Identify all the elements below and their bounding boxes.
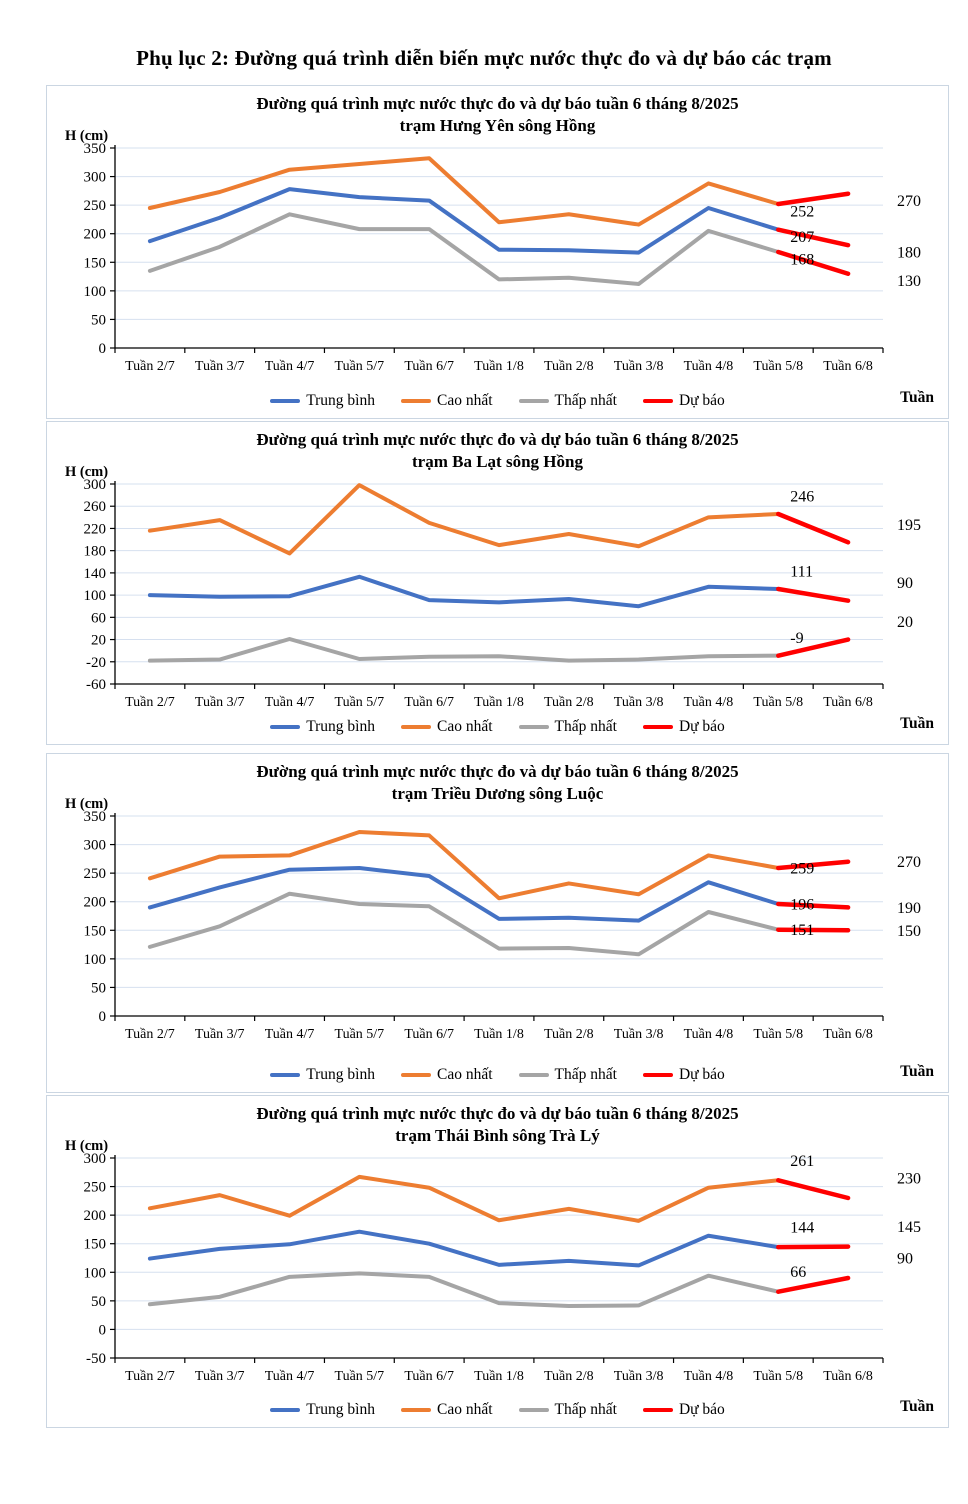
forecast-line [778, 640, 848, 656]
legend-marker-line [401, 1408, 431, 1413]
y-tick-label: 300 [83, 169, 106, 186]
value-label-week5: 144 [790, 1219, 815, 1237]
chart-title: Đường quá trình mực nước thực đo và dự báo tuần 6 tháng 8/2025 [256, 762, 739, 781]
value-label-week5: 196 [790, 896, 815, 914]
value-label-week6: 195 [897, 517, 921, 535]
x-tick-label: Tuần 1/8 [474, 695, 524, 711]
x-tick-label: Tuần 3/8 [613, 1369, 664, 1385]
y-tick-label: -60 [86, 677, 106, 694]
x-tick-label: Tuần 5/7 [334, 359, 385, 375]
chart-panel-1 [46, 85, 949, 419]
x-tick-label: Tuần 4/7 [264, 695, 315, 711]
x-tick-label: Tuần 4/8 [683, 695, 734, 711]
legend-items [47, 389, 948, 413]
line-chart [47, 1148, 950, 1398]
legend-label: Trung bình [306, 1401, 375, 1418]
x-tick-label: Tuần 2/7 [125, 1027, 175, 1043]
legend-label: Cao nhất [436, 718, 493, 735]
forecast-line [778, 1181, 848, 1199]
y-tick-label: 140 [83, 566, 106, 583]
y-axis-title: H (cm) [65, 128, 109, 144]
legend-label: Thấp nhất [554, 1401, 617, 1418]
value-label-week6: 230 [897, 1170, 921, 1188]
x-tick-label: Tuần 3/7 [194, 359, 245, 375]
x-tick-label: Tuần 4/8 [683, 1027, 734, 1043]
series-line [150, 1177, 778, 1221]
x-axis-title: Tuần [900, 715, 934, 732]
x-tick-label: Tuần 5/8 [753, 359, 804, 375]
legend-item [643, 1066, 725, 1084]
forecast-line [778, 1278, 848, 1292]
x-axis-title: Tuần [900, 1063, 934, 1080]
x-tick-label: Tuần 1/8 [474, 1027, 524, 1043]
x-tick-label: Tuần 4/7 [264, 1369, 315, 1385]
y-tick-label: 250 [83, 198, 106, 215]
y-tick-label: 300 [83, 837, 106, 854]
series-line [150, 894, 778, 955]
legend-item [270, 1066, 375, 1084]
x-tick-label: Tuần 5/8 [753, 695, 804, 711]
chart-subtitle: trạm Triều Dương sông Luộc [391, 784, 604, 804]
legend-item [401, 392, 493, 410]
series-line [150, 159, 778, 225]
x-tick-label: Tuần 6/8 [823, 1027, 873, 1043]
x-tick-label: Tuần 3/8 [613, 359, 664, 375]
legend-items [47, 1063, 948, 1087]
legend-marker-line [643, 399, 673, 404]
y-tick-label: 50 [91, 312, 106, 329]
legend-label: Dự báo [678, 392, 725, 409]
y-tick-label: 150 [83, 1237, 106, 1254]
x-tick-label: Tuần 3/8 [613, 1027, 664, 1043]
page-title: Phụ lục 2: Đường quá trình diễn biến mực nước thực đo và dự báo các trạm [136, 46, 832, 70]
y-tick-label: 350 [83, 141, 106, 158]
legend-item [643, 1401, 725, 1419]
x-tick-label: Tuần 3/7 [194, 1369, 245, 1385]
y-tick-label: -20 [86, 655, 106, 672]
value-label-week6: 190 [897, 900, 921, 918]
y-tick-label: 200 [83, 1208, 106, 1225]
legend-label: Cao nhất [436, 392, 493, 409]
legend-item [519, 1066, 617, 1084]
line-chart [47, 474, 950, 724]
chart-legend [47, 1063, 948, 1087]
legend-marker-line [643, 725, 673, 730]
legend-marker-line [519, 1073, 549, 1078]
chart-subtitle: trạm Ba Lạt sông Hồng [412, 452, 583, 472]
forecast-line [778, 194, 848, 204]
x-tick-label: Tuần 5/8 [753, 1369, 804, 1385]
x-tick-label: Tuần 2/7 [125, 1369, 175, 1385]
y-tick-label: 100 [83, 952, 106, 969]
y-tick-label: 100 [83, 588, 106, 605]
legend-label: Thấp nhất [554, 1066, 617, 1083]
x-tick-label: Tuần 2/8 [543, 359, 594, 375]
chart-title: Đường quá trình mực nước thực đo và dự báo tuần 6 tháng 8/2025 [256, 430, 739, 449]
legend-items [47, 1398, 948, 1422]
value-label-week6: 145 [897, 1219, 921, 1237]
value-label-week6: 90 [897, 1250, 913, 1268]
legend-label: Cao nhất [436, 1066, 493, 1083]
legend-item [401, 718, 493, 736]
value-label-week5: 252 [790, 203, 815, 221]
y-tick-label: 180 [83, 544, 106, 561]
legend-marker-line [401, 725, 431, 730]
legend-label: Dự báo [678, 718, 725, 735]
legend-label: Trung bình [306, 718, 375, 735]
y-tick-label: 50 [91, 1294, 106, 1311]
value-label-week5: 259 [790, 860, 815, 878]
legend-marker-line [270, 1073, 300, 1078]
x-tick-label: Tuần 4/7 [264, 1027, 315, 1043]
y-tick-label: 0 [98, 1009, 106, 1026]
x-tick-label: Tuần 3/8 [613, 695, 664, 711]
legend-marker-line [643, 1408, 673, 1413]
x-axis-title: Tuần [900, 389, 934, 406]
legend-label: Dự báo [678, 1066, 725, 1083]
value-label-week6: 150 [897, 923, 921, 941]
legend-label: Thấp nhất [554, 392, 617, 409]
chart-legend [47, 715, 948, 739]
legend-label: Cao nhất [436, 1401, 493, 1418]
legend-item [270, 718, 375, 736]
value-label-week5: 246 [790, 488, 815, 506]
legend-item [401, 1401, 493, 1419]
y-tick-label: 100 [83, 284, 106, 301]
y-tick-label: 250 [83, 1179, 106, 1196]
x-tick-label: Tuần 2/8 [543, 695, 594, 711]
x-tick-label: Tuần 5/7 [334, 695, 385, 711]
x-tick-label: Tuần 2/8 [543, 1027, 594, 1043]
legend-label: Trung bình [306, 1066, 375, 1083]
y-axis-title: H (cm) [65, 1138, 109, 1154]
x-tick-label: Tuần 2/8 [543, 1369, 594, 1385]
x-axis-title: Tuần [900, 1398, 934, 1415]
x-tick-label: Tuần 6/8 [823, 695, 873, 711]
chart-panel-4 [46, 1095, 949, 1428]
legend-label: Trung bình [306, 392, 375, 409]
value-label-week5: 168 [790, 251, 815, 269]
x-tick-label: Tuần 6/8 [823, 359, 873, 375]
x-tick-label: Tuần 3/7 [194, 695, 245, 711]
forecast-line [778, 1247, 848, 1248]
legend-item [401, 1066, 493, 1084]
legend-marker-line [270, 399, 300, 404]
legend-label: Thấp nhất [554, 718, 617, 735]
value-label-week6: 270 [897, 193, 921, 211]
x-tick-label: Tuần 1/8 [474, 359, 524, 375]
x-tick-label: Tuần 1/8 [474, 1369, 524, 1385]
value-label-week5: 207 [790, 229, 815, 247]
value-label-week6: 20 [897, 614, 913, 632]
y-tick-label: 0 [98, 1322, 106, 1339]
y-tick-label: -50 [86, 1351, 106, 1368]
series-line [150, 832, 778, 898]
x-tick-label: Tuần 6/7 [404, 695, 455, 711]
legend-item [643, 392, 725, 410]
y-tick-label: 20 [91, 632, 106, 649]
y-axis-title: H (cm) [65, 796, 109, 812]
legend-marker-line [643, 1073, 673, 1078]
legend-marker-line [270, 725, 300, 730]
y-tick-label: 200 [83, 895, 106, 912]
series-line [150, 639, 778, 661]
chart-panel-2 [46, 421, 949, 745]
legend-item [519, 718, 617, 736]
value-label-week5: 111 [790, 563, 814, 581]
y-tick-label: 260 [83, 499, 106, 516]
x-tick-label: Tuần 6/7 [404, 359, 455, 375]
legend-marker-line [519, 399, 549, 404]
x-tick-label: Tuần 4/7 [264, 359, 315, 375]
legend-item [270, 392, 375, 410]
x-tick-label: Tuần 4/8 [683, 359, 734, 375]
y-tick-label: 150 [83, 923, 106, 940]
legend-marker-line [519, 725, 549, 730]
x-tick-label: Tuần 6/8 [823, 1369, 873, 1385]
chart-legend [47, 389, 948, 413]
y-tick-label: 300 [83, 477, 106, 494]
chart-legend [47, 1398, 948, 1422]
series-line [150, 1232, 778, 1266]
legend-marker-line [401, 399, 431, 404]
chart-subtitle: trạm Thái Bình sông Trà Lý [395, 1126, 600, 1146]
y-tick-label: 200 [83, 227, 106, 244]
legend-item [270, 1401, 375, 1419]
y-tick-label: 220 [83, 521, 106, 538]
legend-label: Dự báo [678, 1401, 725, 1418]
legend-item [519, 1401, 617, 1419]
y-tick-label: 300 [83, 1151, 106, 1168]
y-tick-label: 350 [83, 809, 106, 826]
value-label-week6: 270 [897, 854, 921, 872]
value-label-week5: 66 [790, 1264, 807, 1282]
y-tick-label: 50 [91, 980, 106, 997]
y-tick-label: 0 [98, 341, 106, 358]
value-label-week5: 261 [790, 1153, 815, 1171]
x-tick-label: Tuần 6/7 [404, 1027, 455, 1043]
chart-title: Đường quá trình mực nước thực đo và dự báo tuần 6 tháng 8/2025 [256, 94, 739, 113]
value-label-week6: 130 [897, 273, 921, 291]
x-tick-label: Tuần 2/7 [125, 359, 175, 375]
x-tick-label: Tuần 5/7 [334, 1369, 385, 1385]
x-tick-label: Tuần 2/7 [125, 695, 175, 711]
line-chart [47, 138, 950, 388]
y-tick-label: 250 [83, 866, 106, 883]
y-tick-label: 150 [83, 255, 106, 272]
x-tick-label: Tuần 5/7 [334, 1027, 385, 1043]
x-tick-label: Tuần 5/8 [753, 1027, 804, 1043]
x-tick-label: Tuần 4/8 [683, 1369, 734, 1385]
legend-item [519, 392, 617, 410]
line-chart [47, 806, 950, 1056]
chart-panel-3 [46, 753, 949, 1093]
chart-subtitle: trạm Hưng Yên sông Hồng [399, 116, 596, 136]
legend-marker-line [519, 1408, 549, 1413]
y-tick-label: 60 [91, 610, 106, 627]
y-axis-title: H (cm) [65, 464, 109, 480]
x-tick-label: Tuần 3/7 [194, 1027, 245, 1043]
legend-items [47, 715, 948, 739]
legend-item [643, 718, 725, 736]
legend-marker-line [270, 1408, 300, 1413]
x-tick-label: Tuần 6/7 [404, 1369, 455, 1385]
value-label-week6: 90 [897, 575, 913, 593]
y-tick-label: 100 [83, 1265, 106, 1282]
value-label-week6: 180 [897, 244, 921, 262]
value-label-week5: 151 [790, 922, 815, 940]
chart-title: Đường quá trình mực nước thực đo và dự báo tuần 6 tháng 8/2025 [256, 1104, 739, 1123]
value-label-week5: -9 [790, 630, 804, 648]
series-line [150, 577, 778, 606]
series-line [150, 485, 778, 553]
legend-marker-line [401, 1073, 431, 1078]
